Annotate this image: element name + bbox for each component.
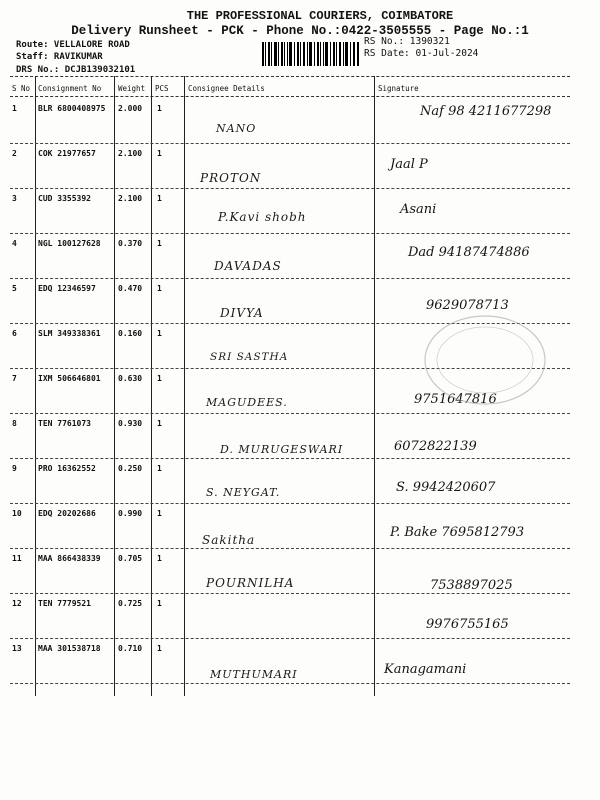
row-signature: 7538897025 [430, 578, 513, 593]
row-separator [10, 548, 570, 549]
table-row [10, 235, 570, 279]
header-rule-top [10, 76, 570, 77]
row-consignee: D. MURUGESWARI [220, 443, 344, 456]
row-signature: Dad 94187474886 [408, 245, 530, 260]
row-consignment: SLM 349338361 [38, 329, 101, 338]
drs-label: DRS No.: DCJB139032101 [16, 65, 136, 75]
row-consignee: POURNILHA [206, 576, 295, 590]
table-row [10, 415, 570, 459]
row-signature: 6072822139 [394, 439, 477, 454]
row-weight: 2.100 [118, 194, 143, 203]
row-sno: 2 [12, 149, 17, 158]
row-separator [10, 638, 570, 639]
header-rule-bottom [10, 96, 570, 97]
row-separator [10, 143, 570, 144]
row-sno: 10 [12, 509, 22, 518]
row-consignment: TEN 7761073 [38, 419, 91, 428]
row-pcs: 1 [157, 644, 162, 653]
route-label: Route: VELLALORE ROAD [16, 40, 130, 50]
row-consignment: COK 21977657 [38, 149, 96, 158]
runsheet-title: Delivery Runsheet - PCK - Phone No.:0422-3505555 - Page No.:1 [71, 24, 529, 38]
row-pcs: 1 [157, 104, 162, 113]
row-consignment: BLR 6800408975 [38, 104, 106, 113]
row-signature: Jaal P [390, 157, 428, 172]
row-separator [10, 683, 570, 684]
row-consignee: MUTHUMARI [210, 668, 298, 681]
row-weight: 0.470 [118, 284, 143, 293]
row-pcs: 1 [157, 509, 162, 518]
row-consignee: PROTON [200, 171, 262, 185]
row-pcs: 1 [157, 239, 162, 248]
row-pcs: 1 [157, 329, 162, 338]
row-pcs: 1 [157, 464, 162, 473]
row-weight: 2.000 [118, 104, 143, 113]
row-weight: 0.710 [118, 644, 143, 653]
row-consignment: MAA 301538718 [38, 644, 101, 653]
row-consignee: MAGUDEES. [206, 396, 288, 409]
row-consignment: NGL 100127628 [38, 239, 101, 248]
row-signature: S. 9942420607 [396, 480, 496, 495]
row-consignee: DIVYA [220, 306, 264, 320]
row-signature: Asani [400, 202, 437, 217]
row-pcs: 1 [157, 194, 162, 203]
row-consignment: IXM 506646801 [38, 374, 101, 383]
row-consignee: Sakitha [202, 533, 256, 547]
staff-label: Staff: RAVIKUMAR [16, 52, 103, 62]
row-pcs: 1 [157, 374, 162, 383]
row-weight: 0.930 [118, 419, 143, 428]
row-weight: 2.100 [118, 149, 143, 158]
row-weight: 0.630 [118, 374, 143, 383]
row-sno: 3 [12, 194, 17, 203]
row-signature: 9751647816 [414, 392, 497, 407]
row-sno: 9 [12, 464, 17, 473]
row-weight: 0.990 [118, 509, 143, 518]
row-sno: 6 [12, 329, 17, 338]
row-consignment: CUD 3355392 [38, 194, 91, 203]
rs-date: RS Date: 01-Jul-2024 [364, 48, 479, 59]
table-row [10, 190, 570, 234]
table-row [10, 460, 570, 504]
table-row [10, 550, 570, 594]
row-signature: Naf 98 4211677298 [420, 104, 552, 119]
table-row [10, 595, 570, 639]
row-separator [10, 188, 570, 189]
row-sno: 13 [12, 644, 22, 653]
row-separator [10, 503, 570, 504]
row-consignee: SRI SASTHA [210, 351, 289, 363]
stamp-icon [420, 310, 550, 410]
table-row [10, 100, 570, 144]
row-sno: 5 [12, 284, 17, 293]
row-weight: 0.370 [118, 239, 143, 248]
col-sno: S No [12, 84, 31, 93]
col-signature: Signature [378, 84, 419, 93]
row-consignment: EDQ 12346597 [38, 284, 96, 293]
row-sno: 8 [12, 419, 17, 428]
row-weight: 0.725 [118, 599, 143, 608]
row-pcs: 1 [157, 554, 162, 563]
row-pcs: 1 [157, 284, 162, 293]
row-signature: P. Bake 7695812793 [390, 525, 525, 540]
row-consignment: TEN 7779521 [38, 599, 91, 608]
col-consignment: Consignment No [38, 84, 102, 93]
row-sno: 7 [12, 374, 17, 383]
row-consignee: DAVADAS [214, 259, 282, 273]
barcode-icon [262, 42, 360, 66]
row-consignee: NANO [216, 122, 257, 135]
row-separator [10, 413, 570, 414]
row-weight: 0.250 [118, 464, 143, 473]
row-separator [10, 278, 570, 279]
row-sno: 12 [12, 599, 22, 608]
table-row [10, 145, 570, 189]
row-separator [10, 458, 570, 459]
row-consignee: S. NEYGAT. [206, 486, 281, 499]
row-consignment: EDQ 20202686 [38, 509, 96, 518]
row-weight: 0.705 [118, 554, 143, 563]
rs-number: RS No.: 1390321 [364, 36, 450, 47]
row-consignment: PRO 16362552 [38, 464, 96, 473]
row-signature: Kanagamani [384, 662, 467, 677]
table-row [10, 640, 570, 684]
row-sno: 4 [12, 239, 17, 248]
row-pcs: 1 [157, 419, 162, 428]
row-sno: 11 [12, 554, 22, 563]
row-pcs: 1 [157, 599, 162, 608]
row-signature: 9976755165 [426, 617, 509, 632]
col-weight: Weight [118, 84, 146, 93]
row-signature: 9629078713 [426, 298, 509, 313]
col-consignee: Consignee Details [188, 84, 265, 93]
company-title: THE PROFESSIONAL COURIERS, COIMBATORE [186, 9, 454, 23]
row-sno: 1 [12, 104, 17, 113]
row-separator [10, 593, 570, 594]
row-pcs: 1 [157, 149, 162, 158]
col-pcs: PCS [155, 84, 169, 93]
table-row [10, 505, 570, 549]
row-consignment: MAA 866438339 [38, 554, 101, 563]
row-separator [10, 233, 570, 234]
row-consignee: P.Kavi shobh [218, 210, 307, 224]
row-weight: 0.160 [118, 329, 143, 338]
